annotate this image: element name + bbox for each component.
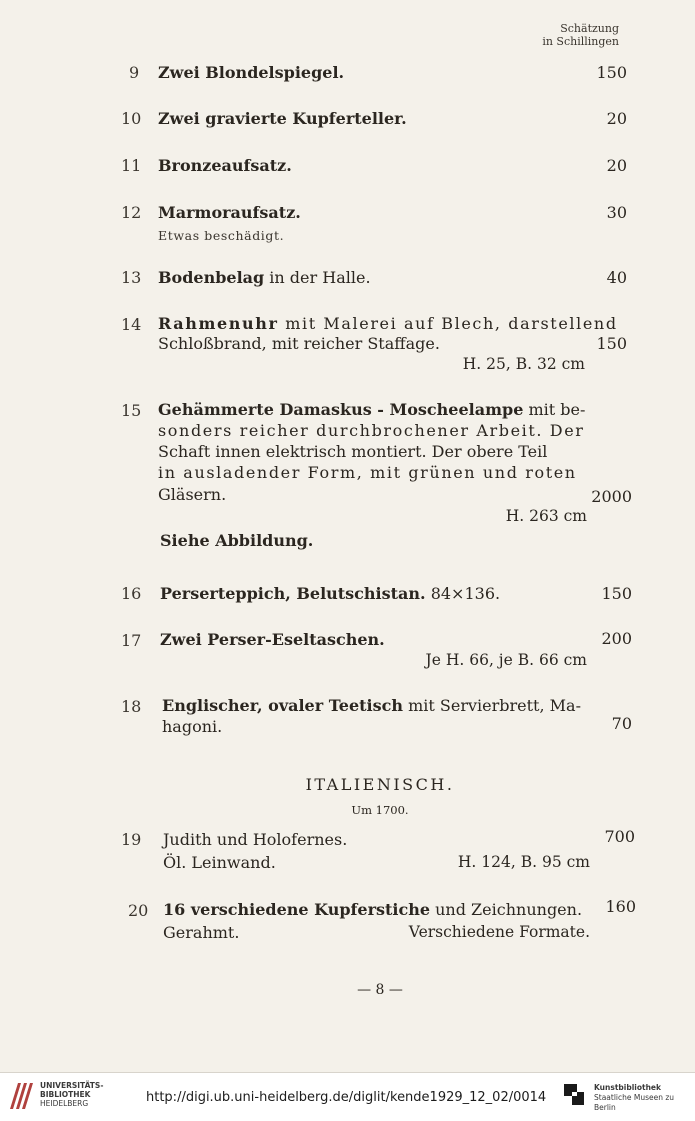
item-title: 16 verschiedene Kupferstiche: [163, 900, 431, 919]
item-line: Gläsern.: [158, 485, 227, 504]
item-number: 14: [121, 315, 142, 334]
item-price: 700: [604, 827, 635, 846]
item-line: Schloßbrand, mit reicher Staffage.: [158, 334, 440, 353]
item-price: 160: [605, 897, 636, 916]
item-price: 40: [606, 268, 627, 287]
item-number: 16: [121, 584, 142, 603]
item-title: Zwei Perser-Eseltaschen.: [160, 630, 385, 649]
item-line: in ausladender Form, mit grünen und roten: [158, 463, 577, 482]
item-rest: und Zeichnungen.: [430, 900, 583, 919]
item-number: 13: [121, 268, 142, 287]
item-number: 19: [121, 830, 142, 849]
item-description: [158, 400, 585, 419]
item-price: 30: [606, 203, 627, 222]
item-title: Zwei gravierte Kupferteller.: [158, 109, 407, 128]
item-price: 150: [596, 334, 627, 353]
item-title: Perserteppich, Belutschistan.: [160, 584, 426, 603]
item-number: 12: [121, 203, 142, 222]
item-description: [158, 314, 618, 333]
column-header-line2: in Schillingen: [542, 35, 619, 48]
university-library-name: [40, 1081, 103, 1108]
item-price: 20: [606, 156, 627, 175]
section-heading: ITALIENISCH.: [305, 775, 455, 794]
item-line: Schaft innen elektrisch montiert. Der obere Teil: [158, 442, 548, 461]
item-extra: Siehe Abbildung.: [160, 531, 314, 550]
item-dimensions: H. 263 cm: [505, 507, 587, 525]
item-line: Öl. Leinwand.: [163, 853, 276, 872]
item-description: [160, 584, 500, 603]
item-line: Gerahmt.: [163, 923, 240, 942]
item-number: 20: [128, 901, 149, 920]
item-dimensions: H. 124, B. 95 cm: [457, 853, 590, 871]
permalink[interactable]: http://digi.ub.uni-heidelberg.de/diglit/kende1929_12_02/0014: [146, 1090, 547, 1105]
item-title: Englischer, ovaler Teetisch: [162, 696, 404, 715]
item-title: Zwei Blondelspiegel.: [158, 63, 345, 82]
item-number: 17: [121, 631, 142, 650]
item-dimensions: H. 25, B. 32 cm: [462, 355, 585, 373]
ub-line1: UNIVERSITÄTS-: [40, 1081, 104, 1090]
kunstbibliothek-logo-icon: [563, 1083, 587, 1107]
item-title: Bodenbelag: [158, 268, 265, 287]
ub-line3: HEIDELBERG: [40, 1099, 89, 1108]
item-price: 70: [611, 714, 632, 733]
item-note: Etwas beschädigt.: [158, 228, 285, 243]
item-title: Gehämmerte Damaskus - Moscheelampe: [158, 400, 524, 419]
item-price: 20: [606, 109, 627, 128]
item-number: 18: [121, 697, 142, 716]
item-number: 10: [121, 109, 142, 128]
item-rest: in der Halle.: [264, 268, 371, 287]
item-description: [162, 696, 581, 715]
item-title: Marmoraufsatz.: [158, 203, 301, 222]
item-dimensions: Verschiedene Formate.: [408, 923, 590, 941]
item-description: [163, 900, 582, 919]
kb-line1: Kunstbibliothek: [594, 1083, 662, 1092]
section-subheading: Um 1700.: [351, 803, 409, 817]
footer-bar: [0, 1072, 695, 1121]
item-rest: mit Malerei auf Blech, darstellend: [278, 314, 618, 333]
item-line: sonders reicher durchbrochener Arbeit. Der: [158, 421, 585, 440]
item-title: Judith und Holofernes.: [163, 830, 348, 849]
page-number: — 8 —: [357, 982, 403, 998]
column-header: [542, 22, 619, 48]
item-price: 2000: [591, 487, 632, 506]
item-rest: 84×136.: [425, 584, 501, 603]
item-price: 150: [596, 63, 627, 82]
item-number: 11: [121, 156, 142, 175]
item-price: 150: [601, 584, 632, 603]
column-header-line1: Schätzung: [560, 22, 619, 35]
university-library-logo-icon: [8, 1079, 36, 1113]
item-number: 15: [121, 401, 142, 420]
kunstbibliothek-name: [594, 1083, 695, 1113]
item-rest: mit be-: [523, 400, 586, 419]
item-price: 200: [601, 629, 632, 648]
item-number: 9: [129, 63, 140, 82]
item-description: [158, 268, 371, 287]
item-title: Bronzeaufsatz.: [158, 156, 292, 175]
item-line: hagoni.: [162, 717, 223, 736]
item-rest: mit Servierbrett, Ma-: [403, 696, 581, 715]
item-dimensions: Je H. 66, je B. 66 cm: [425, 651, 587, 669]
item-title: Rahmenuhr: [158, 314, 279, 333]
ub-line2: BIBLIOTHEK: [40, 1090, 91, 1099]
kb-line2: Staatliche Museen zu Berlin: [594, 1093, 675, 1112]
